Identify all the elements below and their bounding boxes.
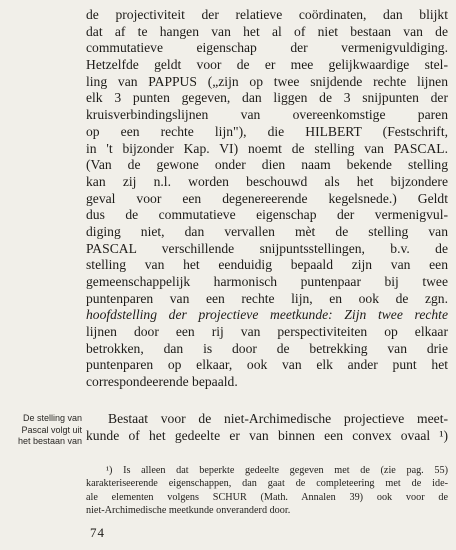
- margin-note-line: Pascal volgt uit: [21, 424, 82, 435]
- footnote-line: ale elementen volgens SCHUR (Math. Annalen 39) ook voor de: [86, 491, 448, 503]
- footnote-line: niet-Archimedische meetkunde onveranderd door.: [86, 505, 291, 517]
- text-line: op een rechte lijn"), die HILBERT (Festschrift,: [86, 123, 448, 139]
- text-line: diging niet, dan vervallen mèt de stelling van: [86, 223, 448, 239]
- text-line: dus de commutatieve eigenschap der vermenigvul-: [86, 207, 448, 223]
- text-line-italic: hoofdstelling der projectieve meetkunde: Zijn twee rechte: [86, 307, 448, 323]
- text-line: betrokken, dan is door de betrekking van drie: [86, 340, 448, 356]
- footnote: [86, 464, 448, 518]
- margin-note-line: De stelling van: [22, 413, 82, 423]
- text-line: gemeenschappelijk harmonisch puntenpaar bij twee: [86, 274, 448, 289]
- page-number: 74: [90, 525, 105, 540]
- text-line: commutatieve eigenschap der vermenigvuldiging.: [86, 40, 448, 56]
- text-line: kunde of het gedeelte er van binnen een convex ovaal ¹): [86, 427, 448, 443]
- second-paragraph: [86, 410, 448, 443]
- text-line: kruisverbindingslijnen van overeenkomstige paren: [86, 107, 448, 123]
- text-line: kan zij n.l. worden beschouwd als het bijzondere: [86, 173, 448, 189]
- text-line: lijnen door een rij van perspectiviteiten op elkaar: [86, 324, 448, 340]
- text-line: puntenparen van een rechte lijn, en ook de zgn.: [86, 290, 448, 306]
- text-line: (Van de gewone onder dien naam bekende stelling: [86, 157, 448, 173]
- text-line: correspondeerende bepaald.: [86, 374, 238, 390]
- text-line: de projectiviteit der relatieve coördinaten, dan blijkt: [86, 7, 448, 22]
- footnote-line: karakteriseerende eigenschappen, dan gaat de completeering met de ide-: [86, 478, 448, 490]
- text-line: PASCAL verschillende snijpuntsstellingen, b.v. de: [86, 240, 448, 256]
- text-line: Hetzelfde geldt voor de er mee gelijkwaardige stel-: [86, 57, 448, 73]
- margin-note-line: het bestaan van: [17, 436, 82, 446]
- text-line: dat af te hangen van het al of niet bestaan van de: [86, 23, 448, 39]
- text-line: Bestaat voor de niet-Archimedische projectieve meet-: [108, 411, 448, 426]
- text-line: in 't bijzonder Kap. VI) noemt de stelling van PASCAL.: [86, 140, 448, 156]
- text-line: geval voor een degenereerende kegelsnede.) Geldt: [86, 190, 448, 206]
- footnote-line: ¹) Is alleen dat beperkte gedeelte gegeven met de (zie pag. 55): [106, 465, 448, 476]
- text-line: ling van PAPPUS („zijn op twee snijdende rechte lijnen: [86, 73, 448, 89]
- main-paragraph: [86, 7, 448, 391]
- text-line: stelling van het eenduidig bepaald zijn van een: [86, 257, 448, 273]
- text-line: puntenparen op elkaar, ook van elk ander punt het: [86, 357, 448, 373]
- margin-note: [8, 413, 82, 448]
- text-line: elk 3 punten gegeven, dan liggen de 3 snijpunten der: [86, 90, 448, 106]
